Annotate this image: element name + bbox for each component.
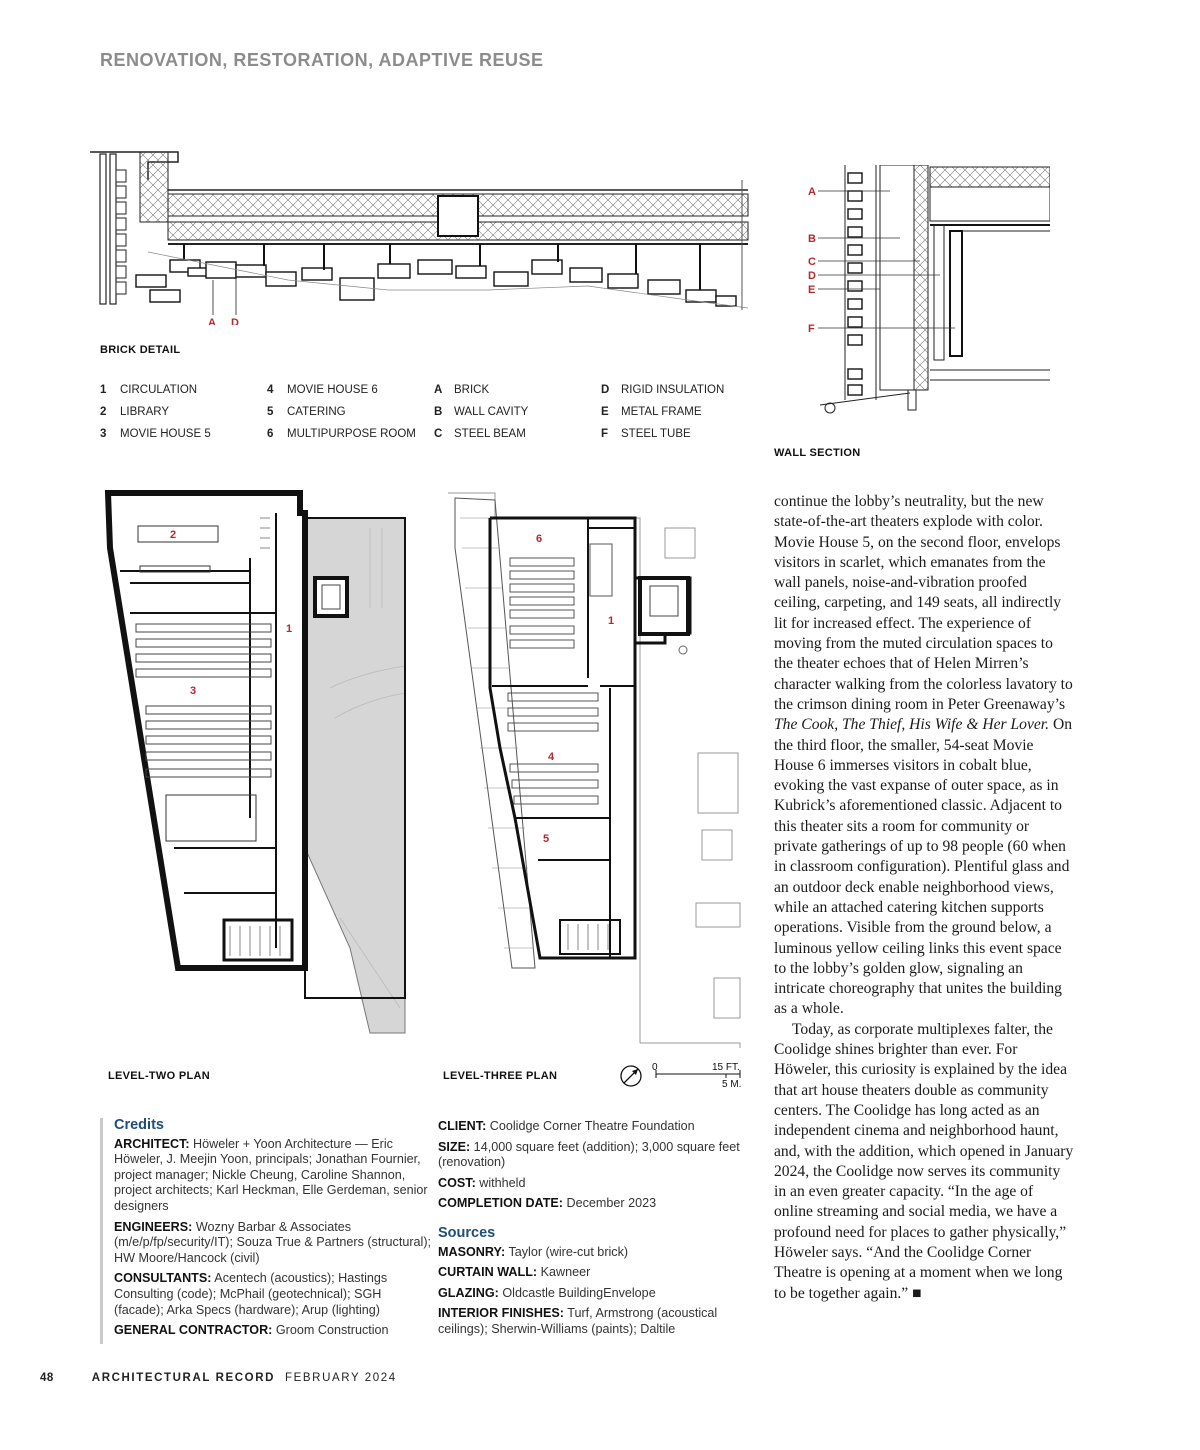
wall-label-d: D: [808, 270, 816, 282]
legend-item: E METAL FRAME: [601, 406, 702, 418]
north-arrow-scale: [618, 1058, 748, 1094]
plan3-label-4: 4: [548, 751, 555, 763]
end-mark: ■: [912, 1284, 922, 1302]
plan2-label-2: 2: [170, 529, 177, 541]
level-two-caption: LEVEL-TWO PLAN: [108, 1070, 210, 1082]
project-item: SIZE: 14,000 square feet (addition); 3,000 square feet (renovation): [438, 1139, 740, 1170]
wall-label-e: E: [808, 284, 816, 296]
brick-detail-caption: BRICK DETAIL: [100, 344, 181, 356]
legend-item: 6 MULTIPURPOSE ROOM: [267, 428, 416, 440]
wall-section-drawing: [800, 165, 1050, 420]
plan3-label-1: 1: [608, 615, 615, 627]
plan2-label-1: 1: [286, 623, 293, 635]
legend-item: B WALL CAVITY: [434, 406, 529, 418]
legend-item: 1 CIRCULATION: [100, 384, 198, 396]
plan3-label-5: 5: [543, 833, 550, 845]
legend-item: A BRICK: [434, 384, 490, 396]
legend-item: 2 LIBRARY: [100, 406, 170, 418]
level-two-plan: [100, 488, 410, 1048]
brick-detail-drawing: [88, 140, 750, 325]
brick-label-a: A: [208, 317, 216, 325]
wall-label-c: C: [808, 256, 816, 268]
legend-item: 3 MOVIE HOUSE 5: [100, 428, 211, 440]
wall-label-b: B: [808, 233, 816, 245]
legend-item: D RIGID INSULATION: [601, 384, 725, 396]
legend-item: 5 CATERING: [267, 406, 346, 418]
level-three-caption: LEVEL-THREE PLAN: [443, 1070, 558, 1082]
project-item: COMPLETION DATE: December 2023: [438, 1196, 657, 1211]
wall-section-caption: WALL SECTION: [774, 447, 861, 459]
legend-item: F STEEL TUBE: [601, 428, 691, 440]
level-three-plan: [440, 488, 750, 1048]
sources-title: Sources: [438, 1224, 496, 1241]
section-header: RENOVATION, RESTORATION, ADAPTIVE REUSE: [100, 50, 544, 70]
source-item: GLAZING: Oldcastle BuildingEnvelope: [438, 1285, 656, 1300]
legend-item: 4 MOVIE HOUSE 6: [267, 384, 378, 396]
page-footer: [40, 1372, 397, 1384]
credit-item: GENERAL CONTRACTOR: Groom Construction: [114, 1323, 389, 1338]
project-info-block: [438, 1119, 748, 1343]
wall-label-f: F: [808, 323, 815, 335]
issue-date: FEBRUARY 2024: [285, 1372, 397, 1384]
plan3-label-6: 6: [536, 533, 543, 545]
credits-block: [100, 1118, 434, 1344]
brick-label-d: D: [231, 317, 239, 325]
source-item: CURTAIN WALL: Kawneer: [438, 1265, 591, 1280]
article-paragraph: Today, as corporate multiplexes falter, the Coolidge shines brighter than ever. For Höweler, this curiosity is explained by the idea that art house theaters double as community centers. The Coolidge has long acted as an independent cinema and neighborhood haunt, and, with the addition, which opened in January 2024, the Coolidge now serves its community in an even greater capacity. “In the age of online streaming and social media, we have a profound need for places to gather physically,” Höweler says. “And the Coolidge Corner Theatre is opening at a moment when we long to be together again.” ■: [774, 1020, 1074, 1302]
credit-item: ENGINEERS: Wozny Barbar & Associates (m/e/p/fp/security/IT); Souza True & Partners (structural); HW Moore/Hancock (civil): [114, 1219, 432, 1265]
sources-block: [438, 1226, 748, 1338]
page-number: 48: [40, 1372, 54, 1384]
wall-label-a: A: [808, 186, 816, 198]
plan2-label-3: 3: [190, 685, 197, 697]
project-item: CLIENT: Coolidge Corner Theatre Foundation: [438, 1119, 695, 1133]
credits-title: Credits: [114, 1117, 164, 1133]
magazine-name: ARCHITECTURAL RECORD: [91, 1372, 275, 1384]
project-item: COST: withheld: [438, 1175, 526, 1190]
article-paragraph: continue the lobby’s neutrality, but the new state-of-the-art theaters explode with color. Movie House 5, on the second floor, envelops visitors in scarlet, which emanates from the wall panels, noise-and-vibration proofed ceiling, carpeting, and 149 seats, all indirectly lit for increased effect. The experience of moving from the muted circulation spaces to the theater echoes that of Helen Mirren’s character walking from the colorless lavatory to the crimson dining room in Peter Greenaway’s The Cook, The Thief, His Wife & Her Lover. On the third floor, the smaller, 54-seat Movie House 6 immerses visitors in cobalt blue, evoking the vast expanse of outer space, as in Kubrick’s aforementioned classic. Adjacent to this theater sits a room for community or private gatherings of up to 98 people (60 when in classroom configuration). Plentiful glass and an outdoor deck enable neighborhood views, while an attached catering kitchen supports operations. Visible from the ground below, a luminous yellow ceiling links this event space to the lobby’s golden glow, signaling an intricate choreography that unites the building as a whole.: [774, 493, 1073, 1018]
source-item: MASONRY: Taylor (wire-cut brick): [438, 1244, 629, 1259]
scale-m: 5 M.: [722, 1079, 742, 1090]
credit-item: ARCHITECT: Höweler + Yoon Architecture — Eric Höweler, J. Meejin Yoon, principals; Jonathan Fournier, project manager; Nickle Cheung, Caroline Shannon, project architects; Karl Heckman, Elle Gerdeman, senior designers: [114, 1136, 428, 1213]
credit-item: CONSULTANTS: Acentech (acoustics); Hastings Consulting (code); McPhail (geotechnical); SGH (facade); Arka Specs (hardware); Arup (lighting): [114, 1271, 388, 1317]
legend-item: C STEEL BEAM: [434, 428, 526, 440]
source-item: INTERIOR FINISHES: Turf, Armstrong (acoustical ceilings); Sherwin-Williams (paints); Daltile: [438, 1306, 718, 1336]
article-body: [774, 492, 1074, 1304]
scale-ft: 15 FT.: [712, 1062, 740, 1073]
scale-zero: 0: [652, 1062, 658, 1073]
film-title: The Cook, The Thief, His Wife & Her Lover.: [774, 716, 1050, 734]
